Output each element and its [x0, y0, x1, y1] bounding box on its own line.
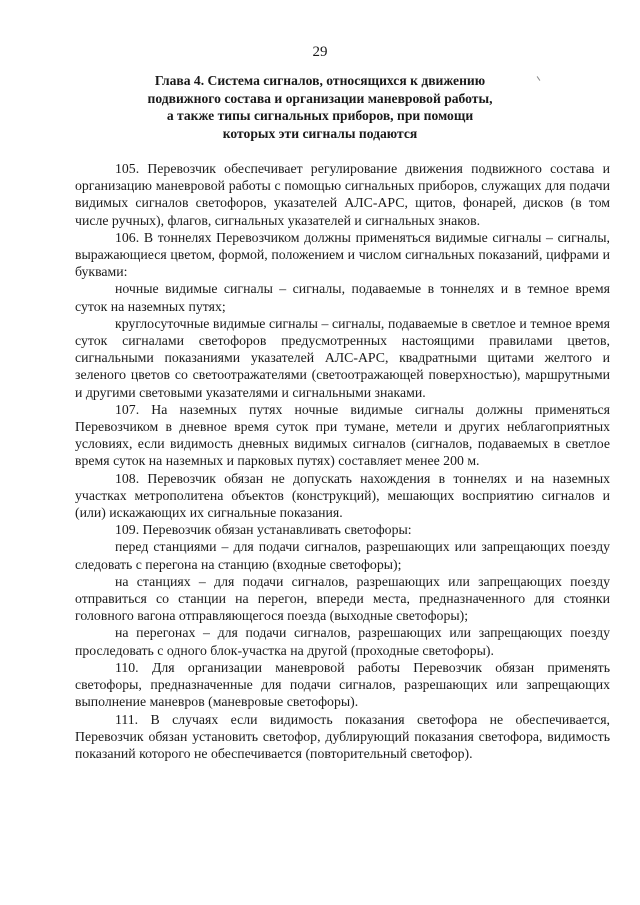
paragraph-109: 109. Перевозчик обязан устанавливать светофоры: — [115, 522, 412, 538]
paragraph-108: 108. Перевозчик обязан не допускать нахождения в тоннелях и на наземных участках метрополитена объектов (конструкций), мешающих восприятию сигналов и (или) искажающих их сигнальные показания. — [75, 470, 610, 521]
page-number: 29 — [312, 44, 328, 60]
paragraph-109-exit-signals: на станциях – для подачи сигналов, разрешающих или запрещающих поезду отправиться со станции на перегон, впереди места, предназначенного для стоянки головного вагона отправляющегося поезда (выходные светофоры); — [75, 573, 610, 624]
chapter-heading — [80, 72, 560, 142]
heading-line: которых эти сигналы подаются — [222, 125, 418, 141]
heading-line: Глава 4. Система сигналов, относящихся к движению — [154, 73, 486, 88]
paragraph-111: 111. В случаях если видимость показания светофора не обеспечивается, Перевозчик обязан установить светофор, дублирующий показания светофора, видимость показаний которого не обеспечивается (повторительный светофор). — [75, 711, 610, 761]
paragraph-109-entry-signals: перед станциями – для подачи сигналов, разрешающих или запрещающих поезду следовать с перегона на станцию (входные светофоры); — [75, 539, 610, 572]
body-text — [75, 160, 610, 762]
paragraph-107: 107. На наземных путях ночные видимые сигналы должны применяться Перевозчиком в дневное время суток при тумане, метели и других неблагоприятных условиях, если видимость дневных видимых сигналов (сигналов, подаваемых в светлое время суток на наземных и парковых путях) составляет менее 200 м. — [75, 401, 610, 469]
heading-line: а также типы сигнальных приборов, при помощи — [166, 108, 474, 123]
paragraph-105: 105. Перевозчик обеспечивает регулирование движения подвижного состава и организацию маневровой работы с помощью сигнальных приборов, служащих для подачи видимых сигналов светофоров, указателей АЛС-АРС, щитов, фонарей, дисков (в том числе ручных), флагов, сигнальных указателей и сигнальных знаков. — [75, 161, 610, 228]
paragraph-109-block-signals: на перегонах – для подачи сигналов, разрешающих или запрещающих поезду проследовать с одного блок-участка на другой (проходные светофоры). — [75, 625, 610, 658]
paragraph-106-night-signals: ночные видимые сигналы – сигналы, подаваемые в тоннелях и в темное время суток на наземных путях; — [75, 281, 610, 314]
heading-line: подвижного состава и организации маневровой работы, — [147, 90, 493, 106]
paragraph-110: 110. Для организации маневровой работы Перевозчик обязан применять светофоры, предназначенные для подачи сигналов, разрешающих или запрещающих выполнение маневров (маневровые светофоры). — [75, 659, 610, 710]
paragraph-106-round-the-clock-signals: круглосуточные видимые сигналы – сигналы, подаваемые в светлое и темное время суток сигналами светофоров предусмотренных настоящими правилами цветов, сигнальными показаниями указателей АЛС-АРС, квадратными щитами желтого и зеленого цветов со светоотражателями (светоотражающей поверхностью), маршрутными и другими световыми указателями и сигнальными знаками. — [75, 315, 610, 400]
paragraph-106: 106. В тоннелях Перевозчиком должны применяться видимые сигналы – сигналы, выражающиеся цветом, формой, положением и числом сигнальных показаний, цифрами и буквами: — [75, 229, 610, 280]
